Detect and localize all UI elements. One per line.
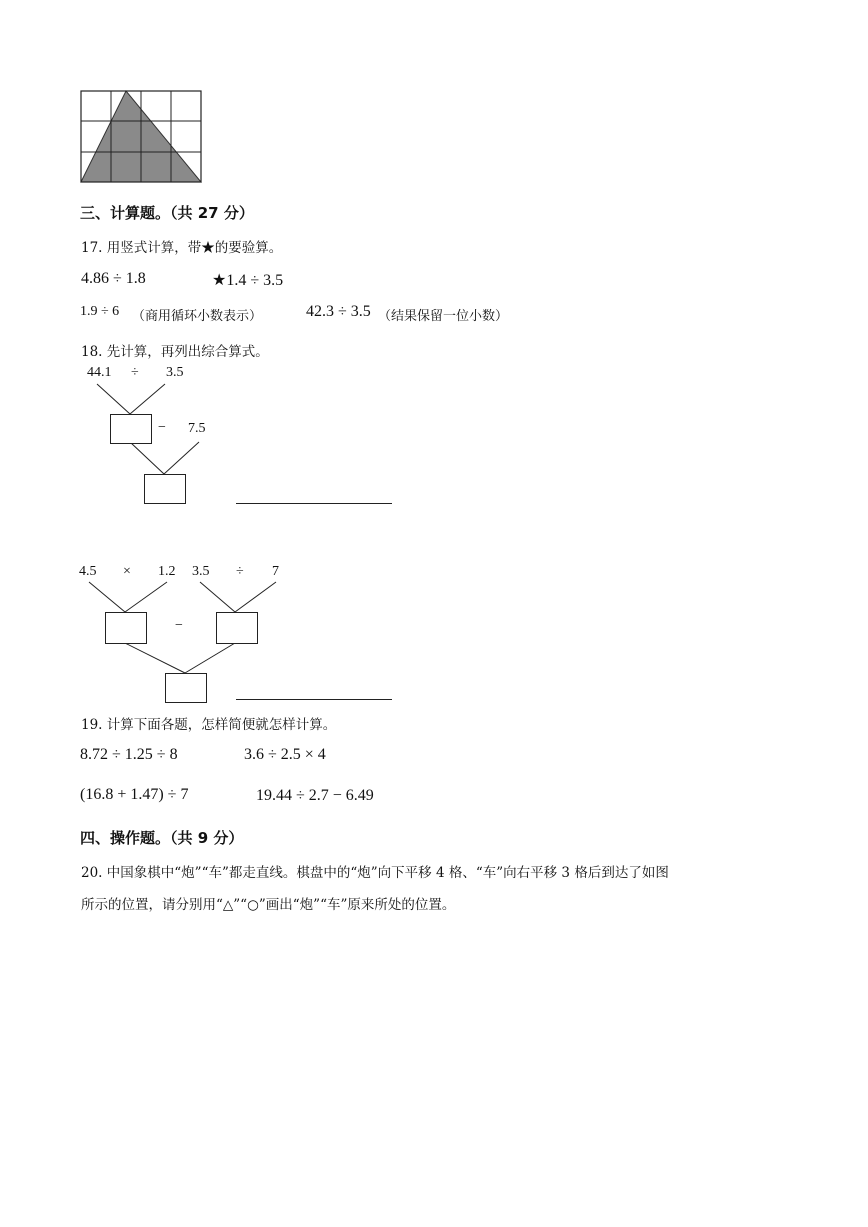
tree2-operator-2: ÷ xyxy=(236,564,244,579)
tree2-operand-d: 7 xyxy=(272,564,279,579)
q17-item-2: ★1.4 ÷ 3.5 xyxy=(212,272,284,289)
q19-item-4: 19.44 ÷ 2.7 − 6.49 xyxy=(256,787,374,804)
tree2-answer-box-final[interactable] xyxy=(165,673,207,703)
tree1-answer-box-1[interactable] xyxy=(110,414,152,444)
section-title-4: 四、操作题。（共 9 分） xyxy=(80,829,244,847)
tree2-answer-box-right[interactable] xyxy=(216,612,258,644)
tree1-operator-1: ÷ xyxy=(131,365,139,380)
question-18-stem: 18. 先计算，再列出综合算式。 xyxy=(81,344,269,360)
tree1-operand-a: 44.1 xyxy=(87,365,112,380)
q19-item-3: (16.8 + 1.47) ÷ 7 xyxy=(80,786,189,803)
tree2-combined-expression-blank[interactable] xyxy=(236,699,392,700)
q19-item-1: 8.72 ÷ 1.25 ÷ 8 xyxy=(80,746,178,763)
q17-note-1: （商用循环小数表示） xyxy=(132,309,263,324)
q17-item-4: 42.3 ÷ 3.5 xyxy=(306,303,371,320)
tree2-operand-a: 4.5 xyxy=(79,564,97,579)
q17-item-1: 4.86 ÷ 1.8 xyxy=(81,270,146,287)
tree2-operator-3: − xyxy=(175,618,183,633)
tree2-operand-c: 3.5 xyxy=(192,564,210,579)
tree2-operand-b: 1.2 xyxy=(158,564,176,579)
tree2-answer-box-left[interactable] xyxy=(105,612,147,644)
tree1-operand-b: 3.5 xyxy=(166,365,184,380)
tree1-operator-2: − xyxy=(158,420,166,435)
question-17-stem: 17. 用竖式计算，带★的要验算。 xyxy=(81,240,283,256)
section-title-3: 三、计算题。（共 27 分） xyxy=(80,204,254,222)
grid-triangle-figure xyxy=(81,91,201,182)
tree1-answer-box-2[interactable] xyxy=(144,474,186,504)
question-20-line-2: 所示的位置，请分别用“△”“○”画出“炮”“车”原来所处的位置。 xyxy=(81,897,456,913)
q17-note-2: （结果保留一位小数） xyxy=(378,309,509,324)
question-19-stem: 19. 计算下面各题，怎样简便就怎样计算。 xyxy=(81,717,337,733)
question-20-line-1: 20. 中国象棋中“炮”“车”都走直线。棋盘中的“炮”向下平移 4 格、“车”向右平移 3 格后到达了如图 xyxy=(81,865,669,881)
tree1-operand-c: 7.5 xyxy=(188,421,206,436)
q19-item-2: 3.6 ÷ 2.5 × 4 xyxy=(244,746,326,763)
tree1-combined-expression-blank[interactable] xyxy=(236,503,392,504)
q17-item-3: 1.9 ÷ 6 xyxy=(80,304,120,319)
tree2-operator-1: × xyxy=(123,564,131,579)
